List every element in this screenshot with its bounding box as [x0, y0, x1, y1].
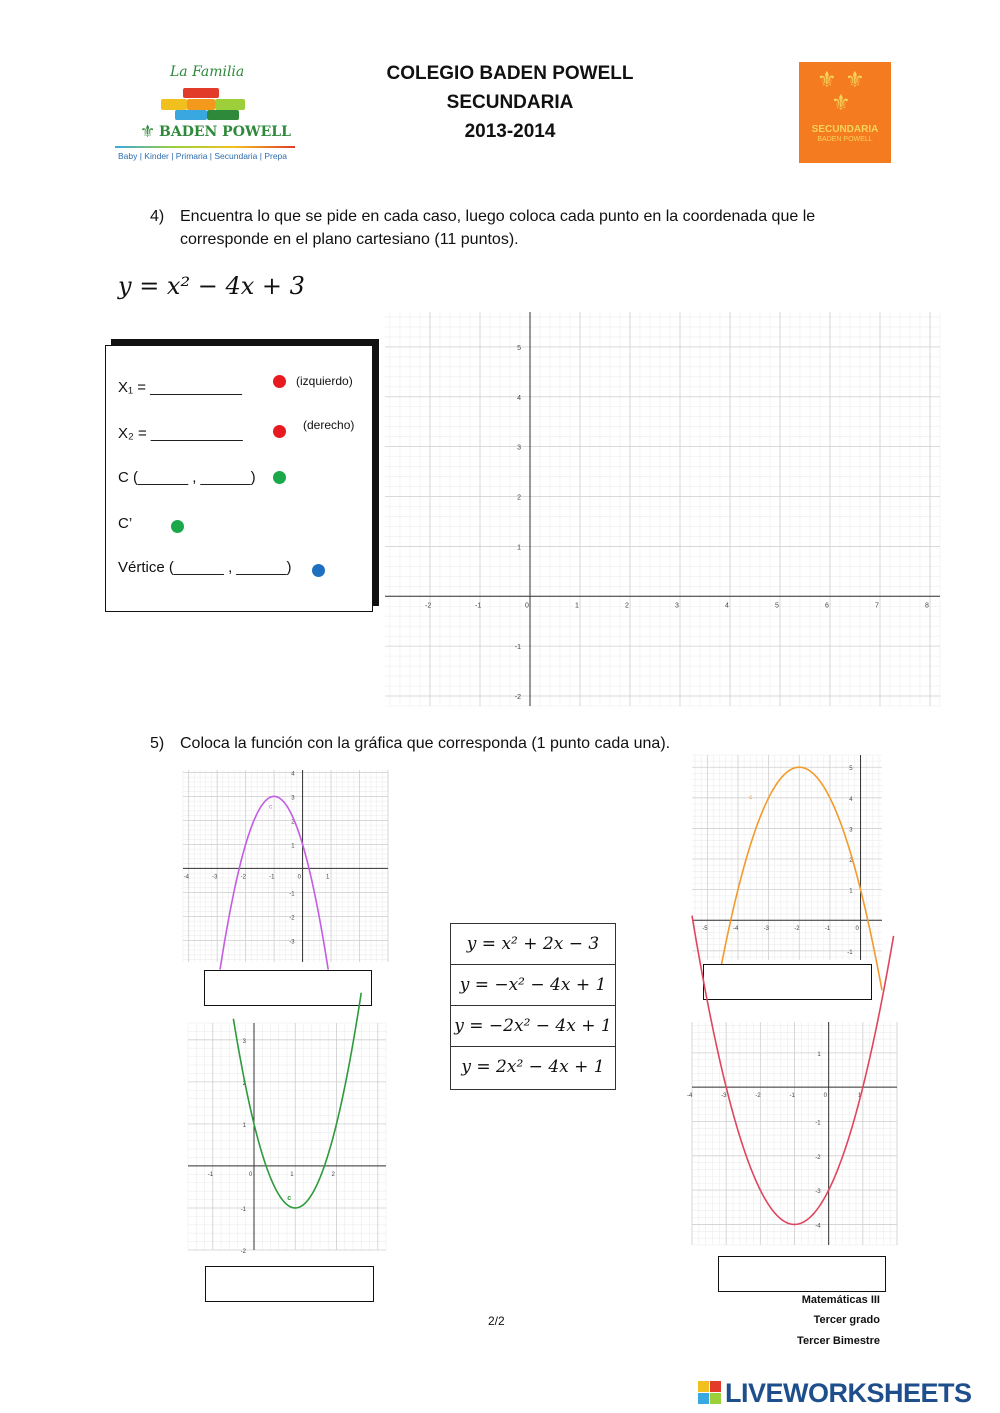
school-title: COLEGIO BADEN POWELL [386, 63, 634, 84]
y-tick-label: -2 [815, 1154, 821, 1161]
q5-instructions: Coloca la función con la gráfica que corresponda (1 punto cada una). [180, 735, 671, 752]
y-tick-label: 4 [517, 394, 521, 402]
graph-1-answer[interactable] [204, 970, 372, 1006]
x-tick-label: -1 [269, 874, 275, 881]
y-tick-label: 2 [242, 1080, 246, 1087]
x-tick-label: 5 [775, 602, 779, 610]
graph-3-answer[interactable] [205, 1266, 374, 1302]
x1-point[interactable] [273, 375, 286, 388]
x-tick-label: -2 [755, 1093, 761, 1100]
y-tick-label: -2 [240, 1249, 246, 1255]
x-tick-label: 1 [326, 874, 330, 881]
logo-levels: Baby | Kinder | Primaria | Secundaria | Prepa [118, 151, 287, 161]
option-2[interactable]: y = −x² − 4x + 1 [451, 965, 615, 1006]
y-tick-label: -2 [514, 694, 521, 702]
x1-label[interactable]: X₁ = ___________ [118, 379, 242, 396]
x-tick-label: 8 [925, 602, 929, 610]
y-tick-label: -1 [815, 1120, 821, 1127]
q4-equation: y = x² − 4x + 3 [118, 272, 305, 300]
x-tick-label: -5 [702, 926, 708, 933]
x-tick-label: 3 [675, 602, 679, 610]
logo-blocks [161, 86, 271, 124]
x-tick-label: -3 [212, 874, 218, 881]
y-tick-label: 5 [849, 766, 853, 773]
x-tick-label: 0 [855, 926, 859, 933]
option-4[interactable]: y = 2x² − 4x + 1 [461, 1057, 605, 1077]
vertex-label-3: c [287, 1194, 292, 1202]
y-tick-label: 3 [517, 444, 521, 452]
x-tick-label: 0 [823, 1093, 828, 1100]
logo-bp-text: BADEN POWELL [817, 136, 873, 143]
x-tick-label: -4 [183, 874, 190, 881]
y-tick-label: -3 [289, 939, 295, 946]
y-tick-label: -1 [847, 949, 853, 956]
vertex-label-1: c [269, 804, 273, 811]
fleur-icon: ⚜ [140, 122, 156, 141]
y-tick-label: 1 [291, 843, 295, 850]
q4-instructions: Encuentra lo que se pide en cada caso, luego coloca cada punto en la coordenada que le corresponde en el plano cartesiano (11 puntos). [180, 208, 816, 248]
school-section: SECUNDARIA [446, 92, 574, 113]
logo-secundaria-text: SECUNDARIA [811, 124, 879, 135]
school-logo [115, 62, 300, 167]
x-tick-label: -4 [732, 926, 739, 933]
x-tick-label: 7 [875, 602, 879, 610]
y-tick-label: -1 [514, 644, 521, 652]
x2-point[interactable] [273, 425, 286, 438]
y-tick-label: 4 [291, 771, 295, 778]
y-tick-label: -1 [240, 1206, 246, 1213]
x-tick-label: -1 [207, 1171, 214, 1178]
graph-3 [188, 1023, 386, 1255]
c-label[interactable]: C (______ , ______) [118, 469, 256, 486]
school-year: 2013-2014 [464, 121, 556, 142]
x-tick-label: -3 [721, 1093, 727, 1100]
y-tick-label: 1 [517, 544, 521, 552]
y-tick-label: 4 [849, 796, 853, 803]
footer-grade: Tercer grado [813, 1314, 880, 1326]
x-tick-label: 0 [525, 602, 529, 610]
y-tick-label: -4 [815, 1223, 821, 1230]
x2-note: (derecho) [303, 418, 355, 432]
cprime-point[interactable] [171, 520, 184, 533]
secundaria-logo [799, 62, 891, 163]
x-tick-label: 1 [575, 602, 579, 610]
option-1[interactable]: y = x² + 2x − 3 [451, 924, 615, 965]
x-tick-label: 6 [825, 602, 829, 610]
c-point[interactable] [273, 471, 286, 484]
graph-4-answer[interactable] [718, 1256, 886, 1292]
graph-2-answer[interactable] [703, 964, 872, 1000]
vertex-point[interactable] [312, 564, 325, 577]
fleur-icon: ⚜ [831, 90, 851, 115]
x-tick-label: 2 [331, 1171, 335, 1178]
x-tick-label: -1 [475, 602, 482, 610]
x-tick-label: 1 [290, 1171, 294, 1178]
x-tick-label: -2 [425, 602, 432, 610]
x-tick-label: 1 [857, 1093, 862, 1100]
logo-brand: BADEN POWELL [159, 124, 291, 140]
x-tick-label: -2 [794, 926, 800, 933]
vertex-label[interactable]: Vértice (______ , ______) [118, 559, 292, 576]
x-tick-label: -1 [824, 926, 831, 933]
cartesian-plane[interactable] [385, 312, 940, 706]
x-tick-label: 0 [249, 1171, 253, 1178]
y-tick-label: 5 [517, 344, 521, 352]
liveworksheets-brand: LIVEWORKSHEETS [725, 1378, 972, 1408]
x-tick-label: -3 [763, 926, 769, 933]
fleur-icon: ⚜ [817, 67, 837, 92]
y-tick-label: 3 [242, 1038, 246, 1045]
page-number: 2/2 [488, 1314, 505, 1328]
footer-subject: Matemáticas III [801, 1294, 880, 1306]
q4-number: 4) [150, 208, 165, 225]
fleur-icon: ⚜ [845, 67, 865, 92]
footer-term: Tercer Bimestre [797, 1335, 880, 1347]
y-tick-label: 2 [517, 494, 521, 502]
y-tick-label: 3 [291, 795, 295, 802]
y-tick-label: 2 [291, 819, 295, 826]
y-tick-label: 1 [242, 1122, 246, 1129]
live-badge-icon [698, 1381, 722, 1405]
x-tick-label: 0 [297, 874, 301, 881]
y-tick-label: -3 [815, 1189, 821, 1196]
graph-4 [687, 1022, 897, 1245]
x-tick-label: -4 [687, 1093, 693, 1100]
cprime-label: C’ [118, 515, 133, 532]
x-tick-label: -2 [240, 874, 246, 881]
q5-number: 5) [150, 735, 165, 752]
y-tick-label: 1 [817, 1051, 821, 1058]
x2-label[interactable]: X₂ = ___________ [118, 425, 243, 442]
y-tick-label: 2 [849, 858, 853, 865]
vertex-label-2: c [749, 795, 753, 802]
y-tick-label: 1 [849, 888, 853, 895]
y-tick-label: -1 [289, 891, 295, 898]
graph-1 [183, 770, 388, 962]
x-tick-label: 2 [625, 602, 629, 610]
y-tick-label: -2 [289, 915, 295, 922]
x1-note: (izquierdo) [296, 374, 353, 388]
logo-script: La Familia [170, 64, 245, 80]
x-tick-label: -1 [789, 1093, 795, 1100]
function-options-table [450, 923, 616, 1090]
y-tick-label: 3 [849, 827, 853, 834]
option-3[interactable]: y = −2x² − 4x + 1 [451, 1006, 615, 1047]
graph-2 [692, 755, 882, 960]
x-tick-label: 4 [725, 602, 729, 610]
